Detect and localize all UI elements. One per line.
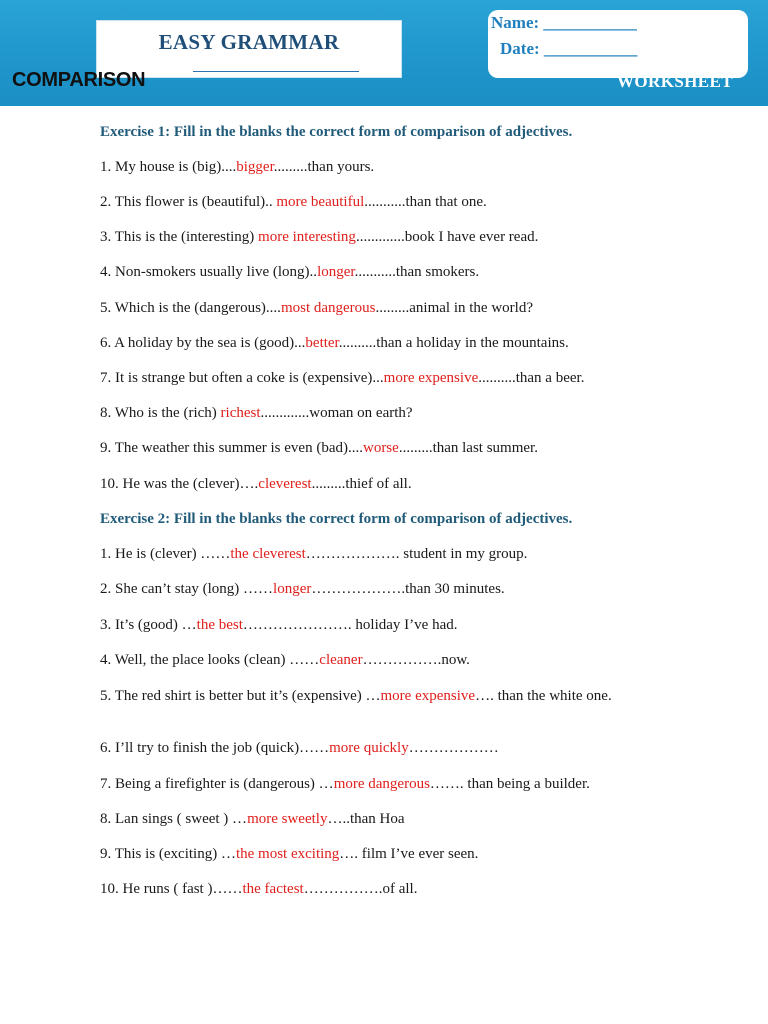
exercise-2-question-1: 1. He is (clever) ……the cleverest………………. student in my group.: [100, 546, 528, 562]
answer: longer: [273, 581, 312, 597]
worksheet-title: EASY GRAMMAR: [158, 30, 340, 54]
answer: more sweetly: [247, 811, 328, 827]
exercise-1-question-8: 8. Who is the (rich) richest.............woman on earth?: [100, 405, 413, 421]
exercise-2-question-3: 3. It’s (good) …the best…………………. holiday I’ve had.: [100, 617, 458, 633]
exercise-1-question-7: 7. It is strange but often a coke is (expensive)...more expensive..........than a beer.: [100, 370, 585, 386]
answer: more dangerous: [333, 776, 430, 792]
exercise-1-question-3: 3. This is the (interesting) more interesting.............book I have ever read.: [100, 229, 539, 245]
answer: the best: [196, 617, 243, 633]
exercise-2-question-6: 6. I’ll try to finish the job (quick)……more quickly………………: [100, 740, 499, 756]
exercise-1-question-9: 9. The weather this summer is even (bad)....worse.........than last summer.: [100, 440, 538, 456]
answer: more interesting: [258, 229, 356, 245]
answer: cleverest: [258, 476, 312, 492]
exercise-2-question-7: 7. Being a firefighter is (dangerous) …more dangerous……. than being a builder.: [100, 776, 590, 792]
date-label: Date: ___________: [500, 39, 638, 58]
answer: cleaner: [319, 652, 363, 668]
exercise-2-question-4: 4. Well, the place looks (clean) ……cleaner…………….now.: [100, 652, 470, 668]
answer: more expensive: [383, 370, 479, 386]
worksheet-header: [0, 0, 768, 106]
name-label: Name: ___________: [491, 13, 637, 32]
answer: better: [305, 335, 339, 351]
answer: worse: [362, 440, 399, 456]
answer: longer: [317, 264, 355, 280]
exercise-1-question-5: 5. Which is the (dangerous)....most dangerous.........animal in the world?: [100, 300, 533, 316]
exercise-2-question-5: 5. The red shirt is better but it’s (expensive) …more expensive…. than the white one.: [100, 688, 612, 704]
exercise-1-heading: Exercise 1: Fill in the blanks the correct form of comparison of adjectives.: [100, 124, 573, 140]
exercise-1-question-2: 2. This flower is (beautiful).. more beautiful...........than that one.: [100, 194, 487, 210]
exercise-1-question-6: 6. A holiday by the sea is (good)...better..........than a holiday in the mountains.: [100, 335, 569, 351]
answer: more beautiful: [276, 194, 365, 210]
answer: bigger: [236, 159, 274, 175]
exercise-2-question-2: 2. She can’t stay (long) ……longer……………….than 30 minutes.: [100, 581, 505, 597]
exercise-2-question-10: 10. He runs ( fast )……the factest…………….of all.: [100, 881, 418, 897]
exercise-1-question-10: 10. He was the (clever)….cleverest.........thief of all.: [100, 476, 412, 492]
exercise-2-heading: Exercise 2: Fill in the blanks the correct form of comparison of adjectives.: [100, 511, 573, 527]
worksheet-label: WORKSHEET: [617, 72, 734, 91]
exercise-1-question-1: 1. My house is (big)....bigger.........than yours.: [100, 159, 375, 175]
answer: most dangerous: [280, 300, 376, 316]
name-date-box: [488, 10, 748, 78]
answer: more quickly: [329, 740, 409, 756]
exercise-2-question-9: 9. This is (exciting) …the most exciting…. film I’ve ever seen.: [100, 846, 479, 862]
exercise-1-question-4: 4. Non-smokers usually live (long)..longer...........than smokers.: [100, 264, 480, 280]
answer: richest: [220, 405, 261, 421]
title-underline: [193, 71, 359, 72]
topic-label: COMPARISON: [12, 69, 146, 86]
exercise-2-question-8: 8. Lan sings ( sweet ) …more sweetly…..than Hoa: [100, 811, 405, 827]
answer: the most exciting: [235, 846, 340, 862]
answer: more expensive: [380, 688, 476, 704]
answer: the cleverest: [230, 546, 306, 562]
answer: the factest: [242, 881, 304, 897]
